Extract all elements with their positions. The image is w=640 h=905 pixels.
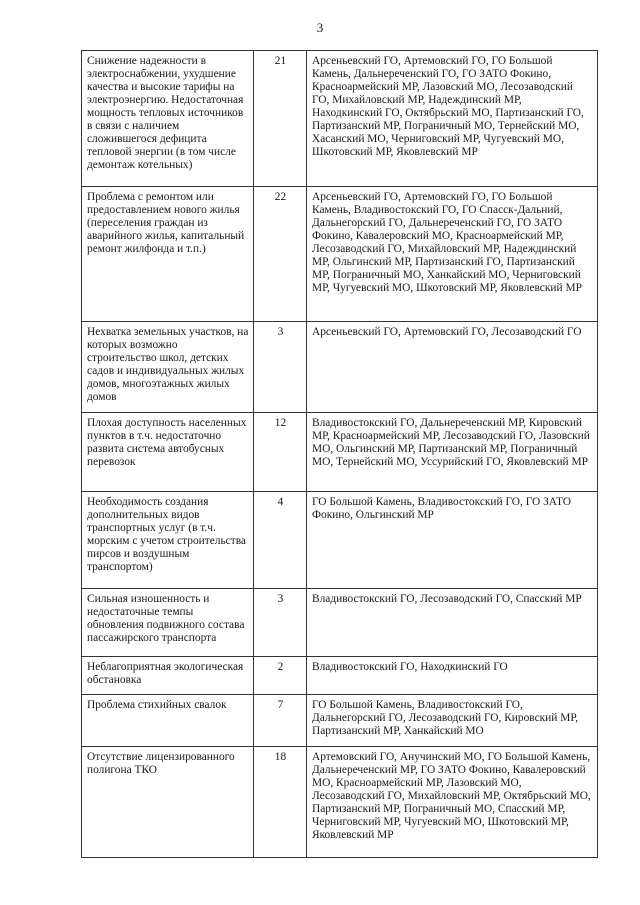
problem-cell: Плохая доступность населенных пунктов в т.ч. недостаточно развита система автобусных перевозок [82, 413, 254, 492]
areas-cell: Владивостокский ГО, Лесозаводский ГО, Спасский МР [307, 589, 598, 657]
areas-cell: ГО Большой Камень, Владивостокский ГО, Дальнегорский ГО, Лесозаводский ГО, Кировский МР, Партизанский МР, Ханкайский МО [307, 695, 598, 747]
problem-cell: Нехватка земельных участков, на которых возможно строительство школ, детских садов и индивидуальных жилых домов, многоэтажных жилых домов [82, 322, 254, 413]
count-cell: 4 [254, 492, 307, 589]
areas-cell: Арсеньевский ГО, Артемовский ГО, ГО Большой Камень, Дальнереченский ГО, ГО ЗАТО Фокино, Красноармейский МР, Лазовский МО, Лесозаводский ГО, Михайловский МР, Надеждинский МР, Находкинский ГО, Октябрьский МО, Партизанский ГО, Партизанский МР, Пограничный МО, Тернейский МО, Хасанский МО, Черниговский МР, Чугуевский МО, Шкотовский МР, Яковлевский МР [307, 51, 598, 187]
problem-cell: Неблагоприятная экологическая обстановка [82, 657, 254, 695]
table-row [82, 187, 598, 322]
areas-cell: Владивостокский ГО, Дальнереченский МР, Кировский МР, Красноармейский МР, Лесозаводский ГО, Лазовский МО, Ольгинский МР, Партизанский МР, Пограничный МО, Тернейский МО, Уссурийский ГО, Яковлевский МР [307, 413, 598, 492]
areas-cell: Артемовский ГО, Анучинский МО, ГО Большой Камень, Дальнереченский МР, ГО ЗАТО Фокино, Кавалеровский МО, Красноармейский МР, Лазовский МО, Лесозаводский ГО, Михайловский МР, Октябрьский МО, Партизанский МР, Пограничный МО, Спасский МР, Черниговский МР, Чугуевский МО, Шкотовский МР, Яковлевский МР [307, 747, 598, 858]
table-row [82, 747, 598, 858]
count-cell: 21 [254, 51, 307, 187]
areas-cell: Арсеньевский ГО, Артемовский ГО, ГО Большой Камень, Владивостокский ГО, ГО Спасск-Дальний, Дальнегорский ГО, Дальнереченский ГО, ГО ЗАТО Фокино, Кавалеровский МО, Красноармейский МР, Лесозаводский ГО, Михайловский МР, Надеждинский МР, Ольгинский МР, Партизанский ГО, Партизанский МР, Пограничный МО, Ханкайский МО, Черниговский МР, Чугуевский МО, Шкотовский МР, Яковлевский МР [307, 187, 598, 322]
page-number: 3 [316, 20, 324, 35]
count-cell: 3 [254, 322, 307, 413]
problem-cell: Проблема с ремонтом или предоставлением нового жилья (переселения граждан из аварийного жилья, капитальный ремонт жилфонда и т.п.) [82, 187, 254, 322]
problem-cell: Проблема стихийных свалок [82, 695, 254, 747]
problem-cell: Сильная изношенность и недостаточные темпы обновления подвижного состава пассажирского транспорта [82, 589, 254, 657]
table-row [82, 322, 598, 413]
problem-cell: Отсутствие лицензированного полигона ТКО [82, 747, 254, 858]
count-cell: 18 [254, 747, 307, 858]
table-row [82, 413, 598, 492]
table-row [82, 492, 598, 589]
count-cell: 2 [254, 657, 307, 695]
problems-table [81, 50, 598, 858]
table-row [82, 51, 598, 187]
count-cell: 22 [254, 187, 307, 322]
count-cell: 3 [254, 589, 307, 657]
areas-cell: Арсеньевский ГО, Артемовский ГО, Лесозаводский ГО [307, 322, 598, 413]
problem-cell: Снижение надежности в электроснабжении, ухудшение качества и высокие тарифы на электроэнергию. Недостаточная мощность тепловых источников в связи с наличием сложившегося дефицита тепловой энергии (в том числе демонтаж котельных) [82, 51, 254, 187]
problem-cell: Необходимость создания дополнительных видов транспортных услуг (в т.ч. морским с учетом строительства пирсов и воздушным транспортом) [82, 492, 254, 589]
areas-cell: ГО Большой Камень, Владивостокский ГО, ГО ЗАТО Фокино, Ольгинский МР [307, 492, 598, 589]
table-row [82, 695, 598, 747]
table-row [82, 589, 598, 657]
table-row [82, 657, 598, 695]
areas-cell: Владивостокский ГО, Находкинский ГО [307, 657, 598, 695]
count-cell: 12 [254, 413, 307, 492]
count-cell: 7 [254, 695, 307, 747]
